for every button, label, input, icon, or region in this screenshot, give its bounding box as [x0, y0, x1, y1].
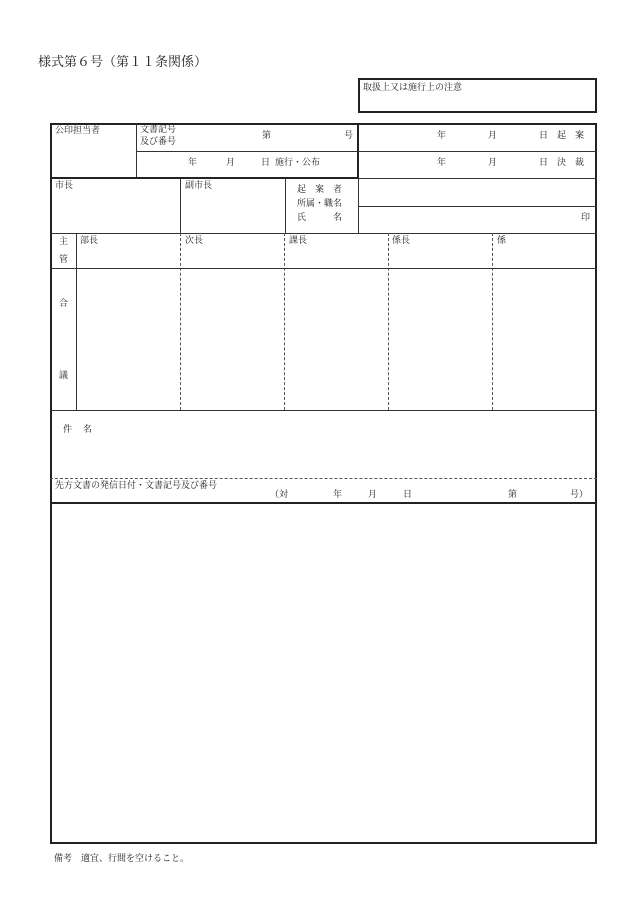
divider: [50, 233, 597, 234]
divider: [358, 206, 597, 207]
notice-box-label: 取扱上又は施行上の注意: [363, 83, 463, 93]
bunsho-kigou-label: 文書記号: [140, 125, 177, 135]
seal-mark: 印: [581, 213, 591, 223]
kian-day: 日: [539, 131, 549, 141]
form-title: 様式第６号（第１１条関係）: [38, 55, 208, 70]
body-text-area[interactable]: [52, 504, 595, 842]
bunsho-bangou-label: 及び番号: [140, 137, 177, 147]
gougi-label-1: 合: [59, 299, 69, 309]
kenmei-label-2: 名: [83, 425, 93, 435]
dai-label: 第: [262, 131, 272, 141]
senpou-go: 号）: [570, 490, 589, 500]
shicho-label: 市長: [55, 181, 74, 191]
footer-note: 備考 適宜、行間を空けること。: [54, 854, 190, 864]
shukan-label-2: 管: [59, 255, 69, 265]
divider: [50, 268, 597, 269]
shukan-column-jicho: 次長: [185, 236, 204, 246]
shukan-column-bucho: 部長: [80, 236, 99, 246]
kian-year: 年: [437, 131, 447, 141]
shukan-label-1: 主: [59, 237, 69, 247]
gougi-label-2: 議: [59, 371, 69, 381]
senpou-day: 日: [403, 490, 413, 500]
shukan-column-kacho: 課長: [289, 236, 308, 246]
divider: [50, 478, 597, 479]
kiansha-label: 起 案 者: [297, 185, 343, 195]
notice-box[interactable]: [358, 78, 597, 113]
shukan-column-kakari: 係: [497, 236, 507, 246]
divider: [76, 233, 77, 410]
divider: [50, 177, 359, 179]
kessai-label: 決 裁: [557, 158, 585, 168]
divider: [50, 410, 597, 411]
kian-month: 月: [488, 131, 498, 141]
kian-label: 起 案: [557, 131, 585, 141]
senpou-tai: （対: [270, 490, 289, 500]
koin-tantousha-label: 公印担当者: [55, 126, 101, 136]
divider: [492, 233, 493, 410]
sekou-year: 年: [188, 158, 198, 168]
divider: [180, 178, 181, 233]
senpou-year: 年: [333, 490, 343, 500]
kessai-year: 年: [437, 158, 447, 168]
kenmei-label-1: 件: [63, 425, 73, 435]
divider: [359, 178, 597, 179]
divider: [284, 233, 285, 410]
senpou-label: 先方文書の発信日付・文書記号及び番号: [55, 481, 218, 491]
shimei-label: 氏 名: [297, 213, 343, 223]
shukan-column-kakaricho: 係長: [392, 236, 411, 246]
divider: [285, 178, 286, 233]
sekou-label: 施行・公布: [275, 158, 321, 168]
kessai-month: 月: [488, 158, 498, 168]
sekou-day: 日: [261, 158, 271, 168]
fukushicho-label: 副市長: [185, 181, 213, 191]
divider: [388, 233, 389, 410]
shozoku-label: 所属・職名: [297, 199, 343, 209]
go-label: 号: [344, 131, 354, 141]
sekou-month: 月: [226, 158, 236, 168]
senpou-dai: 第: [508, 490, 518, 500]
divider: [136, 151, 597, 152]
kessai-day: 日: [539, 158, 549, 168]
divider: [180, 233, 181, 410]
senpou-month: 月: [368, 490, 378, 500]
